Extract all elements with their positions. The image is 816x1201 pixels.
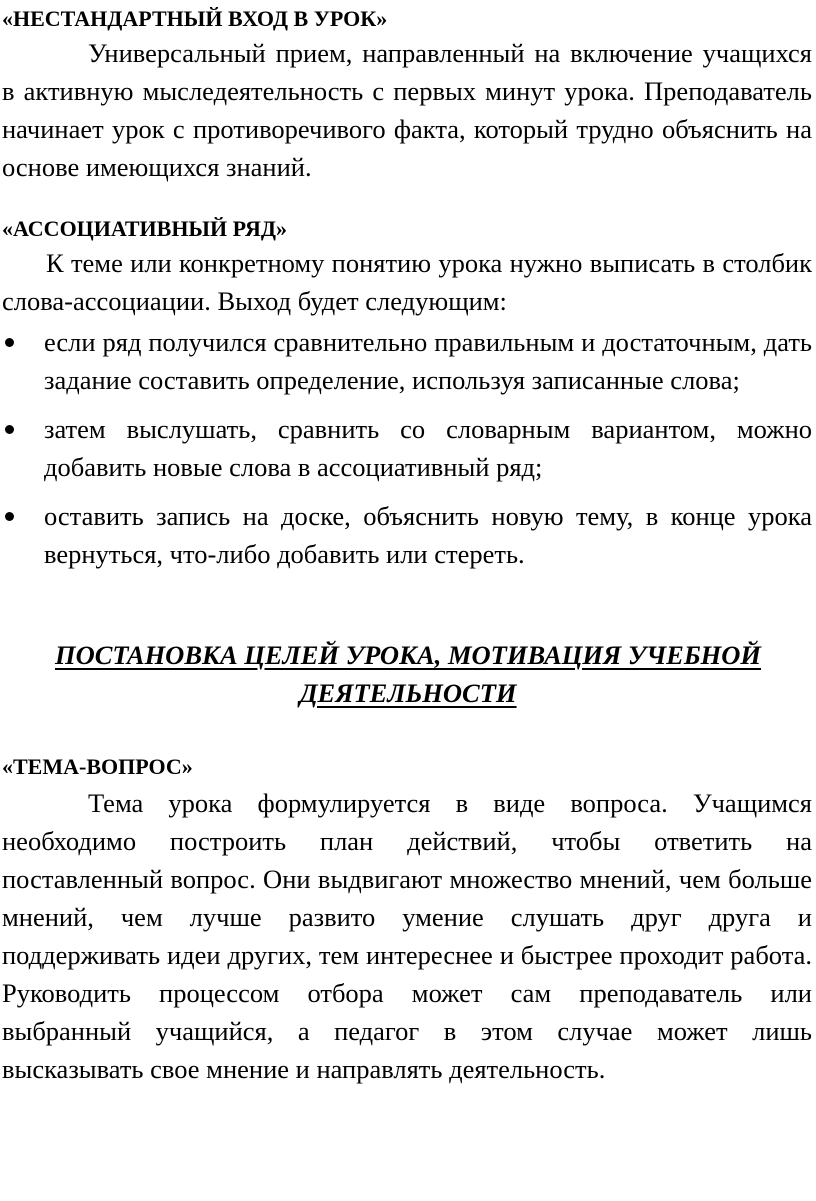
bullet-icon xyxy=(5,425,14,434)
list-item xyxy=(2,323,812,399)
bullet-list xyxy=(2,323,812,584)
bullet-icon xyxy=(5,512,14,521)
list-item-text: затем выслушать, сравнить со словарным вариантом, можно добавить новые слова в ассоциативный ряд; xyxy=(44,414,812,482)
list-item xyxy=(2,410,812,486)
chapter-heading: ПОСТАНОВКА ЦЕЛЕЙ УРОКА, МОТИВАЦИЯ УЧЕБНОЙ ДЕЯТЕЛЬНОСТИ xyxy=(54,640,762,708)
section-title-nonstandard-entry: «НЕСТАНДАРТНЫЙ ВХОД В УРОК» xyxy=(2,6,388,31)
paragraph-topic-question: Тема урока формулируется в виде вопроса. Учащимся необходимо построить план действий, чтобы ответить на поставленный вопрос. Они выдвигают множество мнений, чем больше мнений, чем лучше развито умение слушать друг друга и поддерживать идеи других, тем интереснее и быстрее проходит работа. Руководить процессом отбора может сам преподаватель или выбранный учащийся, а педагог в этом случае может лишь высказывать свое мнение и направлять деятельность. xyxy=(2,788,812,1084)
list-item-text: оставить запись на доске, объяснить новую тему, в конце урока вернуться, что-либо добавить или стереть. xyxy=(44,501,812,569)
bullet-icon xyxy=(5,338,14,347)
paragraph-associative-row: К теме или конкретному понятию урока нужно выписать в столбик слова-ассоциации. Выход будет следующим: xyxy=(2,248,812,316)
paragraph-nonstandard-entry: Универсальный прием, направленный на включение учащихся в активную мыследеятельность с первых минут урока. Преподаватель начинает урок с противоречивого факта, который трудно объяснить на основе имеющихся знаний. xyxy=(2,38,812,182)
list-item xyxy=(2,497,812,573)
section-title-associative-row: «АССОЦИАТИВНЫЙ РЯД» xyxy=(2,216,288,241)
list-item-text: если ряд получился сравнительно правильным и достаточным, дать задание составить определение, используя записанные слова; xyxy=(44,327,812,395)
section-title-topic-question: «ТЕМА-ВОПРОС» xyxy=(2,754,193,779)
